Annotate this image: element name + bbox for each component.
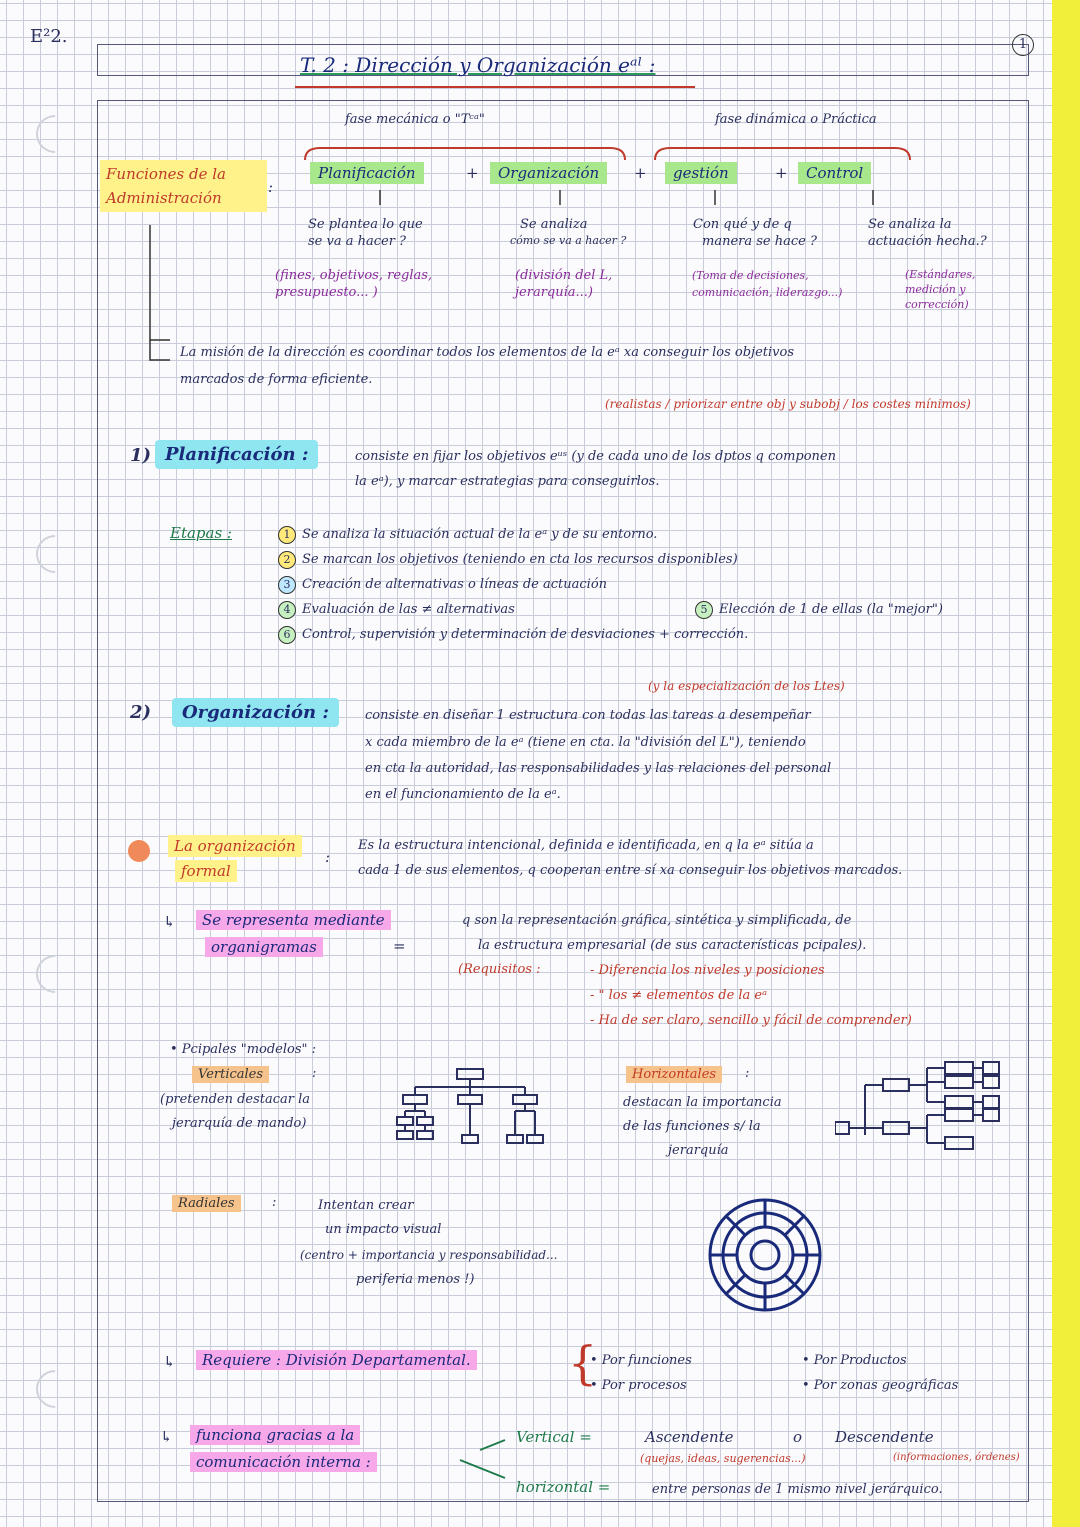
- verticales-colon: :: [312, 1066, 317, 1081]
- mision-line1: La misión de la dirección es coordinar todos los elementos de la eᵃ xa conseguir los objetivos: [180, 345, 795, 360]
- yellow-margin-band: [1052, 0, 1080, 1527]
- phase-examples: (Estándares, medición y corrección): [905, 268, 976, 311]
- formal-label: formal: [175, 860, 237, 882]
- etapa-item: 1 Se analiza la situación actual de la eᵃ y de su entorno.: [278, 526, 748, 551]
- division-item: • Por funciones: [590, 1353, 692, 1368]
- phase-organizacion: Organización: [490, 162, 607, 184]
- verticales-desc: jerarquía de mando): [172, 1116, 307, 1131]
- radiales-desc: (centro + importancia y responsabilidad...: [300, 1248, 558, 1262]
- verticales-label: Verticales: [192, 1066, 269, 1083]
- page-title: T. 2 : Dirección y Organización eᵃˡ :: [300, 53, 656, 77]
- vertical-organigram-icon: [395, 1065, 555, 1155]
- phase-desc: manera se hace ?: [702, 234, 817, 249]
- vertical-label: Vertical =: [516, 1428, 592, 1446]
- phase-planificacion: Planificación: [310, 162, 424, 184]
- etapa-item: 2 Se marcan los objetivos (teniendo en cta los recursos disponibles): [278, 551, 748, 576]
- plan-definition: la eᵃ), y marcar estrategias para conseguirlos.: [355, 474, 660, 489]
- plus-sign: +: [466, 164, 479, 182]
- phase-examples: (fines, objetivos, reglas, presupuesto... ): [275, 268, 433, 300]
- radiales-label: Radiales: [172, 1195, 241, 1212]
- binder-hole: [28, 527, 82, 581]
- arrow-icon: ↳: [163, 1353, 176, 1371]
- mision-line2: marcados de forma eficiente.: [180, 372, 373, 387]
- phase-desc: actuación hecha.?: [868, 234, 987, 249]
- requisito-item: - Diferencia los niveles y posiciones: [590, 963, 825, 978]
- radial-organigram-icon: [705, 1195, 825, 1315]
- arrow-icon: ↳: [160, 1428, 173, 1446]
- radiales-desc: periferia menos !): [356, 1272, 475, 1287]
- org-definition: consiste en diseñar 1 estructura con todas las tareas a desempeñar: [365, 708, 811, 723]
- binder-hole: [28, 1362, 82, 1416]
- especializacion-note: (y la especialización de los Ltes): [648, 679, 845, 693]
- page-frame: [97, 100, 1029, 1502]
- requisito-item: - Ha de ser claro, sencillo y fácil de comprender): [590, 1013, 912, 1028]
- funciones-label: Funciones de la Administración: [100, 160, 267, 212]
- org-definition: en cta la autoridad, las responsabilidades y las relaciones del personal: [365, 761, 832, 776]
- radiales-desc: Intentan crear: [318, 1198, 414, 1213]
- horizontales-desc: destacan la importancia: [623, 1095, 782, 1110]
- arrow-icon: ↳: [163, 913, 176, 931]
- corner-label: E²2.: [30, 26, 68, 47]
- org-definition: x cada miembro de la eᵃ (tiene en cta. la "división del L"), teniendo: [365, 735, 806, 750]
- requisitos-label: (Requisitos :: [458, 962, 541, 977]
- ascendente-desc: (quejas, ideas, sugerencias...): [640, 1452, 806, 1465]
- division-item: • Por zonas geográficas: [802, 1378, 959, 1393]
- horizontal-desc: entre personas de 1 mismo nivel jerárquico.: [652, 1482, 943, 1497]
- phase-desc: Con qué y de q: [693, 217, 792, 232]
- phase-control: Control: [798, 162, 871, 184]
- formal-colon: :: [325, 848, 331, 866]
- requisito-item: - " los ≠ elementos de la eᵃ: [590, 988, 768, 1003]
- section-title-planificacion: Planificación :: [155, 440, 318, 469]
- radiales-desc: un impacto visual: [325, 1222, 442, 1237]
- division-item: • Por Productos: [802, 1353, 907, 1368]
- requiere-label: Requiere : División Departamental.: [196, 1350, 477, 1370]
- section-number: 2): [130, 702, 152, 723]
- formal-definition: cada 1 de sus elementos, q cooperan entre sí xa conseguir los objetivos marcados.: [358, 863, 903, 878]
- horizontal-label: horizontal =: [516, 1478, 611, 1496]
- descendente-desc: (informaciones, órdenes): [893, 1452, 1020, 1463]
- funciones-colon: :: [268, 178, 274, 196]
- brace-icon: {: [568, 1336, 598, 1390]
- representa-label: Se representa mediante: [196, 910, 391, 930]
- radiales-colon: :: [272, 1195, 277, 1210]
- section-title-organizacion: Organización :: [172, 698, 339, 727]
- phase-examples: (división del L, jerarquía...): [515, 268, 613, 300]
- horizontales-desc: de las funciones s/ la: [623, 1119, 761, 1134]
- etapa-item: 4 Evaluación de las ≠ alternativas: [278, 601, 748, 626]
- formal-definition: Es la estructura intencional, definida e identificada, en q la eᵃ sitúa a: [358, 838, 814, 853]
- division-item: • Por procesos: [590, 1378, 687, 1393]
- descendente: Descendente: [835, 1428, 934, 1446]
- comunicacion-label: funciona gracias a la: [190, 1425, 360, 1445]
- plan-definition: consiste en fijar los objetivos eᵘˢ (y de cada uno de los dptos q componen: [355, 449, 836, 464]
- plus-sign: +: [634, 164, 647, 182]
- section-number: 1): [130, 445, 152, 466]
- horizontales-colon: :: [745, 1066, 750, 1081]
- plus-sign: +: [775, 164, 788, 182]
- org-definition: en el funcionamiento de la eᵃ.: [365, 787, 561, 802]
- o-label: o: [793, 1428, 803, 1446]
- etapas-list: [278, 526, 748, 651]
- phase-desc: Se analiza: [520, 217, 588, 232]
- horizontales-label: Horizontales: [626, 1066, 722, 1083]
- etapa-item: 3 Creación de alternativas o líneas de actuación: [278, 576, 748, 601]
- horizontal-organigram-icon: [835, 1060, 1015, 1150]
- phase-desc: Se plantea lo que: [308, 217, 423, 232]
- fase-dinamica: fase dinámica o Práctica: [715, 112, 877, 127]
- representa-label: organigramas: [205, 937, 323, 957]
- title-underline: [295, 86, 695, 88]
- phase-examples: (Toma de decisiones, comunicación, liderazgo...): [692, 269, 843, 299]
- comunicacion-label: comunicación interna :: [190, 1452, 377, 1472]
- phase-desc: se va a hacer ?: [308, 234, 407, 249]
- etapa-item: 5 Elección de 1 de ellas (la "mejor"): [695, 601, 943, 619]
- etapa-item: 6 Control, supervisión y determinación de desviaciones + corrección.: [278, 626, 748, 651]
- binder-hole: [28, 107, 82, 161]
- ascendente: Ascendente: [645, 1428, 734, 1446]
- binder-hole: [28, 947, 82, 1001]
- verticales-desc: (pretenden destacar la: [160, 1092, 311, 1107]
- fase-mecanica: fase mecánica o "Tᶜᵃ": [345, 112, 485, 127]
- formal-label: La organización: [168, 835, 302, 857]
- horizontales-desc: jerarquía: [668, 1143, 729, 1158]
- etapas-label: Etapas :: [170, 524, 232, 542]
- representa-eq: =: [393, 937, 406, 955]
- phase-desc: Se analiza la: [868, 217, 952, 232]
- phase-gestion: gestión: [665, 162, 737, 184]
- realistas-note: (realistas / priorizar entre obj y subobj / los costes mínimos): [605, 397, 971, 411]
- phase-desc: cómo se va a hacer ?: [510, 234, 627, 247]
- organigrama-definition: q son la representación gráfica, sintética y simplificada, de: [462, 913, 852, 928]
- page-number: 1: [1012, 34, 1034, 56]
- organigrama-definition: la estructura empresarial (de sus características pcipales).: [478, 938, 867, 953]
- modelos-label: • Pcipales "modelos" :: [170, 1042, 317, 1057]
- bullet-dot: [128, 840, 150, 862]
